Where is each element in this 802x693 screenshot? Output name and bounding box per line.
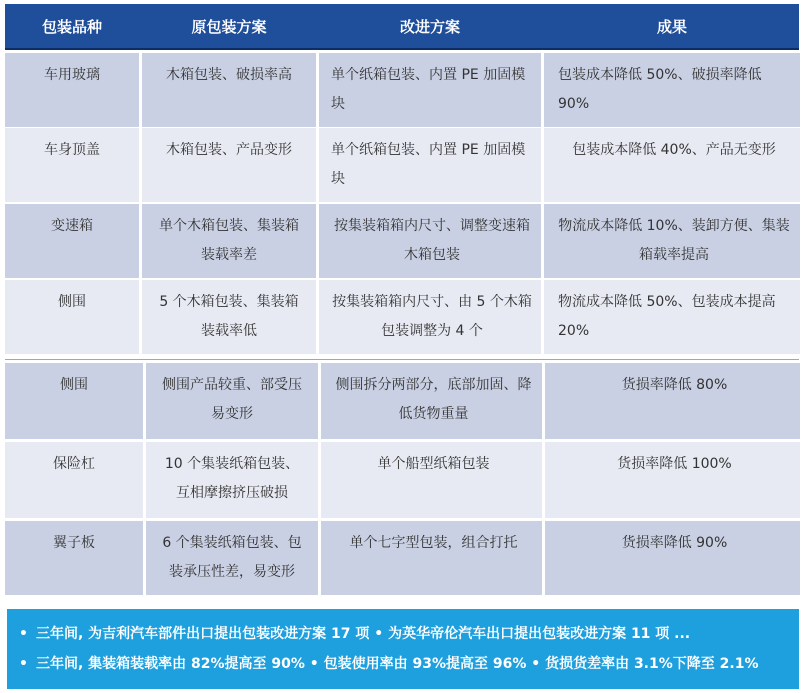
cell-improved: 单个纸箱包装、内置 PE 加固模块 — [319, 128, 541, 202]
summary-text-2: 三年间, 集装箱装载率由 82%提高至 90% • 包装使用率由 93%提高至 96% • 货损货差率由 3.1%下降至 2.1% — [35, 656, 759, 672]
table-row — [5, 442, 799, 518]
cell-original: 侧围产品较重、部受压易变形 — [146, 363, 318, 439]
cell-result: 包装成本降低 40%、产品无变形 — [544, 128, 800, 202]
cell-result: 物流成本降低 50%、包装成本提高 20% — [544, 280, 800, 354]
cell-improved: 按集装箱箱内尺寸、由 5 个木箱包装调整为 4 个 — [319, 280, 541, 354]
cell-original: 木箱包装、破损率高 — [142, 53, 316, 127]
cell-item: 保险杠 — [5, 442, 143, 518]
summary-banner — [7, 609, 799, 689]
cell-improved: 单个船型纸箱包装 — [321, 442, 542, 518]
header-original: 原包装方案 — [191, 17, 267, 36]
cell-item: 翼子板 — [5, 521, 143, 595]
cell-original: 木箱包装、产品变形 — [142, 128, 316, 202]
cell-result: 物流成本降低 10%、装卸方便、集装箱载率提高 — [544, 204, 800, 278]
cell-improved: 单个七字型包装，组合打托 — [321, 521, 542, 595]
cell-item: 车身顶盖 — [5, 128, 139, 202]
header-item: 包装品种 — [41, 17, 102, 36]
cell-item: 侧围 — [5, 280, 139, 354]
table-row — [5, 53, 799, 125]
bullet-icon: • — [19, 656, 28, 672]
bullet-icon: • — [19, 626, 28, 642]
cell-improved: 按集装箱箱内尺寸、调整变速箱木箱包装 — [319, 204, 541, 278]
cell-original: 5 个木箱包装、集装箱装载率低 — [142, 280, 316, 354]
cell-improved: 单个纸箱包装、内置 PE 加固模块 — [319, 53, 541, 127]
header-improved: 改进方案 — [399, 17, 460, 36]
table-row — [5, 521, 799, 595]
cell-original: 单个木箱包装、集装箱装载率差 — [142, 204, 316, 278]
table-row — [5, 363, 799, 439]
cell-item: 侧围 — [5, 363, 143, 439]
packaging-improvement-table — [5, 4, 799, 354]
cell-result: 货损率降低 100% — [545, 442, 800, 518]
table-row — [5, 128, 799, 201]
cell-item: 变速箱 — [5, 204, 139, 278]
summary-line-2 — [19, 653, 789, 683]
table-row — [5, 204, 799, 277]
cell-result: 货损率降低 90% — [545, 521, 800, 595]
summary-line-1 — [19, 623, 789, 653]
summary-text-1: 三年间, 为吉利汽车部件出口提出包装改进方案 17 项 • 为英华帝伦汽车出口提出包装改进方案 11 项 ... — [35, 626, 691, 642]
table-header-row — [5, 4, 799, 50]
cell-original: 6 个集装纸箱包装、包装承压性差，易变形 — [146, 521, 318, 595]
header-result: 成果 — [656, 17, 687, 36]
cell-original: 10 个集装纸箱包装、互相摩擦挤压破损 — [146, 442, 318, 518]
cell-improved: 侧围拆分两部分，底部加固、降低货物重量 — [321, 363, 542, 439]
cell-item: 车用玻璃 — [5, 53, 139, 127]
cell-result: 包装成本降低 50%、破损率降低 90% — [544, 53, 800, 127]
packaging-improvement-table-2 — [5, 363, 799, 595]
table-row — [5, 280, 799, 354]
cell-result: 货损率降低 80% — [545, 363, 800, 439]
